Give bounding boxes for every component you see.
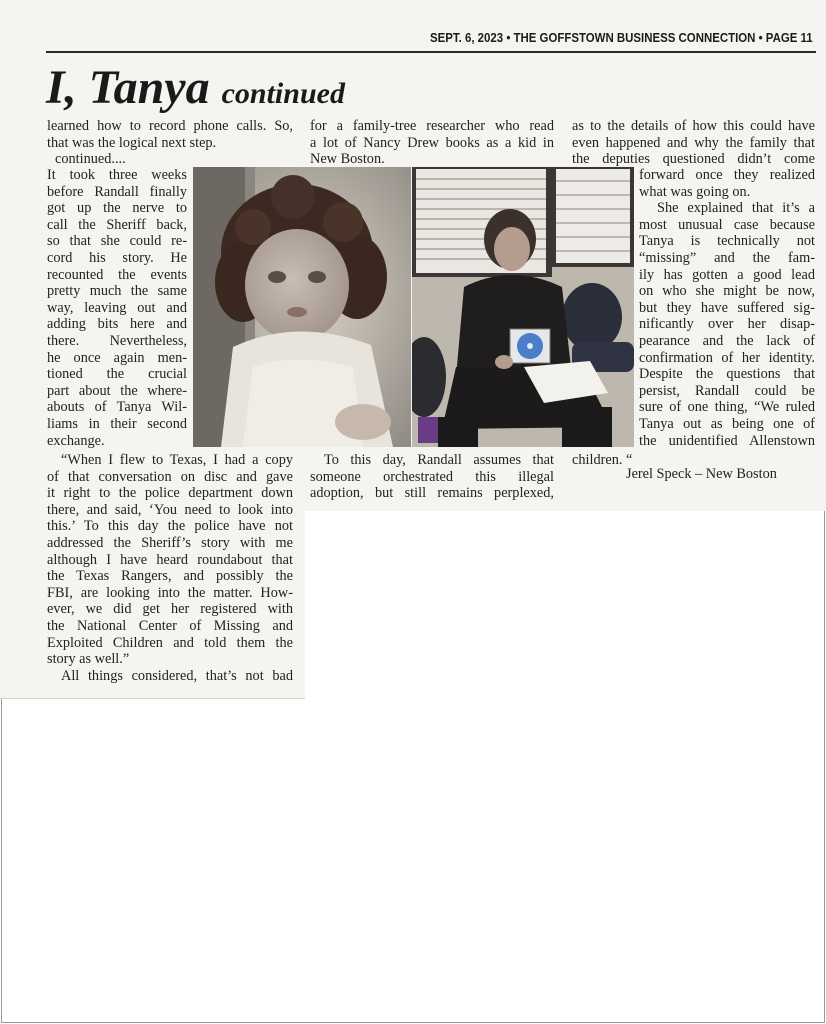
text-line: someone orchestrated this illegal [310,468,554,485]
text-line: of that conversation on disc and gave [47,468,293,485]
text-line: liams in their second [47,415,187,432]
text-line: that was the logical next step. [47,134,217,151]
column1-wrap-text [47,167,187,449]
byline: Jerel Speck – New Boston [626,466,777,482]
text-line: nificantly over her disap- [639,316,815,333]
text-line: but they have suffered sig- [639,299,815,316]
column2-bottom-text [310,452,554,502]
text-line: children. “ [572,452,633,468]
text-line: Tanya out as being one of [639,415,815,432]
text-line: confirmation of her identity. [639,349,815,366]
text-line: the National Center of Missing and [47,617,293,634]
text-line: so that she could re- [47,233,187,250]
text-line: sure of one thing, “We ruled [639,399,815,416]
text-line: New Boston. [310,151,385,168]
text-line: All things considered, that’s not bad [61,667,293,684]
woman-photo [412,167,634,447]
text-line: there. Nevertheless, [47,332,187,349]
column1-top-text [47,118,293,168]
text-line: She explained that it’s a [657,200,815,217]
text-line: learned how to record phone calls. So, [47,118,293,134]
text-line: It took three weeks [47,167,187,183]
text-line: adding bits here and [47,316,187,333]
column2-top-text [310,118,554,168]
text-line: it right to the police department down [47,485,293,502]
text-line: call the Sheriff back, [47,216,187,233]
text-line: adoption, but still remains perplexed, [310,485,554,502]
text-line: the unidentified Allenstown [639,432,815,449]
text-line: abouts of Tanya Wil- [47,399,187,416]
text-line: forward once they realized [639,167,815,183]
masthead: SEPT. 6, 2023 • THE GOFFSTOWN BUSINESS CONNECTION • PAGE 11 [430,30,813,45]
text-line: persist, Randall could be [639,382,815,399]
text-line: there, and said, ‘You need to look into [47,501,293,518]
text-line: cord his story. He [47,249,187,266]
text-line: FBI, are looking into the matter. How- [47,584,293,601]
column3-wrap-text [639,167,815,449]
text-line: story as well.” [47,651,130,668]
text-line: even happened and why the family that [572,134,815,151]
headline-title: I, Tanya [46,61,210,114]
headline [46,60,345,115]
text-line: recounted the events [47,266,187,283]
text-line: Tanya is technically not [639,233,815,250]
text-line: tioned the crucial [47,366,187,383]
text-line: he once again men- [47,349,187,366]
text-line: continued.... [55,151,126,168]
text-line: on who she might be now, [639,283,815,300]
text-line: ily has gotten a good lead [639,266,815,283]
text-line: for a family-tree researcher who read [310,118,554,134]
text-line: addressed the Sheriff’s story with me [47,534,293,551]
text-line: most unusual case because [639,216,815,233]
text-line: the Texas Rangers, and possibly the [47,568,293,585]
text-line: “missing” and the fam- [639,249,815,266]
text-line: got up the nerve to [47,200,187,217]
headline-continued: continued [221,77,345,110]
text-line: this.’ To this day the police have not [47,518,293,535]
text-line: Exploited Children and told them the [47,634,293,651]
text-line: pearance and the lack of [639,332,815,349]
text-line: although I have heard roundabout that [47,551,293,568]
text-line: To this day, Randall assumes that [324,452,554,468]
text-line: before Randall finally [47,183,187,200]
text-line: as to the details of how this could have [572,118,815,134]
text-line: Despite the questions that [639,366,815,383]
column1-bottom-text [47,452,293,684]
text-line: the deputies questioned didn’t come [572,151,815,168]
text-line: exchange. [47,432,105,449]
column3-top-text [572,118,815,168]
text-line: part about the where- [47,382,187,399]
masthead-rule [46,51,816,53]
child-photo [193,167,411,447]
text-line: a lot of Nancy Drew books as a kid in [310,134,554,151]
text-line: pretty much the same [47,283,187,300]
text-line: way, leaving out and [47,299,187,316]
text-line: what was going on. [639,183,751,200]
text-line: ever, we did get her registered with [47,601,293,618]
text-line: “When I flew to Texas, I had a copy [61,452,293,468]
